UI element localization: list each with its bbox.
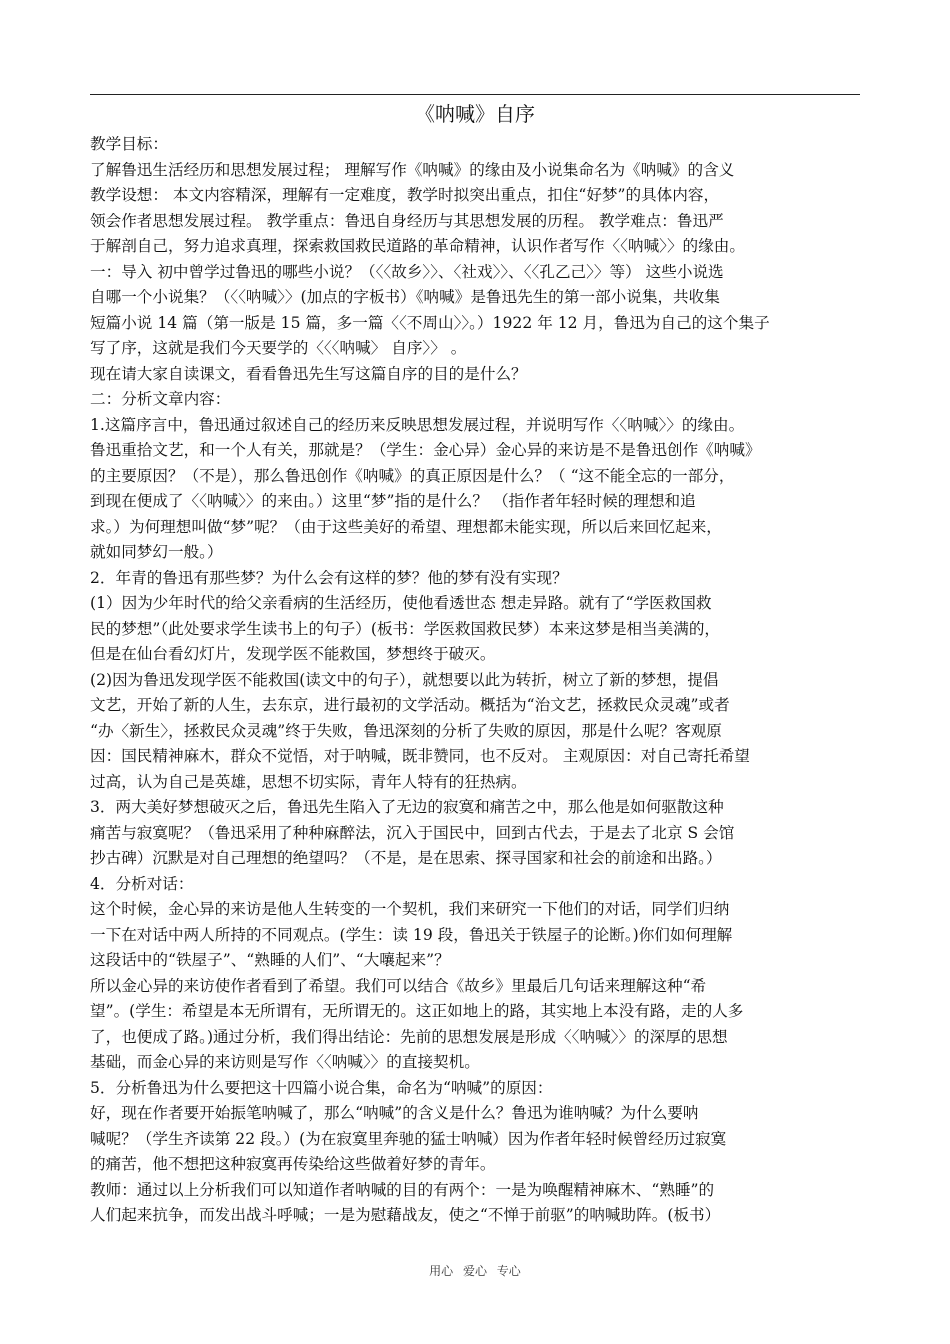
- text-line: 但是在仙台看幻灯片，发现学医不能救国，梦想终于破灭。: [90, 645, 496, 663]
- text-line: 过高，认为自己是英雄，思想不切实际，青年人特有的狂热病。: [90, 772, 527, 791]
- text-line: 鲁迅重拾文艺，和一个人有关，那就是？（学生：金心异）金心异的来访是不是鲁迅创作《呐喊》: [90, 441, 761, 459]
- text-line: 自哪一个小说集？（〈〈呐喊〉〉(加点的字板书）《呐喊》是鲁迅先生的第一部小说集，共收集: [90, 288, 720, 306]
- text-line: 于解剖自己，努力追求真理，探索救国救民道路的革命精神，认识作者写作〈〈呐喊〉〉的缘由。: [90, 237, 745, 255]
- text-line: 了解鲁迅生活经历和思想发展过程； 理解写作《呐喊》的缘由及小说集命名为《呐喊》的含义: [90, 160, 735, 179]
- text-line: 喊呢？（学生齐读第 22 段。）(为在寂寞里奔驰的猛士呐喊）因为作者年轻时候曾经历过寂寞: [90, 1129, 727, 1148]
- text-line: 求。）为何理想叫做“梦”呢？（由于这些美好的希望、理想都未能实现，所以后来回忆起来，: [90, 517, 722, 536]
- text-line: 这段话中的“铁屋子”、“熟睡的人们”、“大嚷起来”？: [90, 951, 450, 969]
- text-line: 2．年青的鲁迅有那些梦？为什么会有这样的梦？他的梦有没有实现？: [90, 568, 568, 587]
- text-line: 文艺，开始了新的人生，去东京，进行最初的文学活动。概括为“治文艺，拯救民众灵魂”或者: [90, 696, 730, 714]
- text-line: 到现在便成了〈〈呐喊〉〉的来由。）这里“梦”指的是什么？ （指作者年轻时候的理想和追: [90, 492, 696, 510]
- text-line: 3．两大美好梦想破灭之后，鲁迅先生陷入了无边的寂寞和痛苦之中，那么他是如何驱散这种: [90, 798, 724, 816]
- text-line: 所以金心异的来访使作者看到了希望。我们可以结合《故乡》里最后几句话来理解这种“希: [90, 976, 707, 995]
- text-line: 现在请大家自读课文，看看鲁迅先生写这篇自序的目的是什么？: [90, 364, 527, 383]
- text-line: 基础，而金心异的来访则是写作〈〈呐喊〉〉的直接契机。: [90, 1053, 480, 1071]
- text-line: 二：分析文章内容：: [90, 390, 231, 408]
- text-line: 痛苦与寂寞呢？（鲁迅采用了种种麻醉法，沉入于国民中，回到古代去，于是去了北京 S 会馆: [90, 823, 735, 842]
- text-line: (1）因为少年时代的给父亲看病的生活经历，使他看透世态 想走异路。就有了“学医救国救: [90, 594, 712, 612]
- page-footer: 用心 爱心 专心: [429, 1264, 521, 1278]
- text-line: 写了序，这就是我们今天要学的〈〈〈呐喊〉 自序〉〉 。: [90, 339, 467, 357]
- text-line: 这个时候，金心异的来访是他人生转变的一个契机，我们来研究一下他们的对话，同学们归纳: [90, 900, 730, 918]
- text-line: 领会作者思想发展过程。 教学重点：鲁迅自身经历与其思想发展的历程。 教学难点：鲁迅严: [90, 211, 724, 230]
- text-line: 抄古碑）沉默是对自己理想的绝望吗？（不是，是在思索、探寻国家和社会的前途和出路。）: [90, 849, 722, 867]
- text-line: 因：国民精神麻木，群众不觉悟，对于呐喊，既非赞同，也不反对。 主观原因：对自己寄托希望: [90, 747, 750, 765]
- text-line: 短篇小说 14 篇（第一版是 15 篇，多一篇〈〈不周山〉〉。）1922 年 12 月，鲁迅为自己的这个集子: [90, 313, 770, 332]
- text-line: (2)因为鲁迅发现学医不能救国(读文中的句子），就想要以此为转折，树立了新的梦想，提倡: [90, 670, 719, 689]
- text-line: 教师：通过以上分析我们可以知道作者呐喊的目的有两个：一是为唤醒精神麻木、“熟睡”的: [90, 1180, 715, 1199]
- text-line: 好，现在作者要开始振笔呐喊了，那么“呐喊”的含义是什么？鲁迅为谁呐喊？为什么要呐: [90, 1104, 699, 1122]
- text-line: 就如同梦幻一般。）: [90, 543, 223, 561]
- text-line: 的痛苦，他不想把这种寂寞再传染给这些做着好梦的青年。: [90, 1155, 496, 1173]
- document-title: 《呐喊》自序: [415, 102, 535, 126]
- text-line: 教学目标：: [90, 135, 168, 153]
- text-line: 一下在对话中两人所持的不同观点。(学生：读 19 段，鲁迅关于铁屋子的论断。)你们如何理解: [90, 925, 733, 944]
- text-line: “办〈新生〉，拯救民众灵魂”终于失败，鲁迅深刻的分析了失败的原因，那是什么呢？客观原: [90, 721, 722, 740]
- text-line: 4．分析对话：: [90, 874, 194, 893]
- text-line: 民的梦想”（此处要求学生读书上的句子）(板书：学医救国救民梦）本来这梦是相当美满的，: [90, 619, 721, 638]
- text-line: 一：导入 初中曾学过鲁迅的哪些小说？（〈〈故乡〉〉、〈社戏〉〉、〈〈孔乙己〉〉等） 这些小说选: [90, 262, 724, 281]
- text-line: 了，也便成了路。)通过分析，我们得出结论：先前的思想发展是形成〈〈呐喊〉〉的深厚的思想: [90, 1027, 728, 1046]
- header-rule: [90, 94, 860, 95]
- text-line: 5．分析鲁迅为什么要把这十四篇小说合集，命名为“呐喊”的原因：: [90, 1078, 553, 1097]
- text-line: 人们起来抗争，而发出战斗呼喊；一是为慰藉战友，使之“不惮于前驱”的呐喊助阵。(板书）: [90, 1206, 721, 1224]
- text-line: 的主要原因？（不是），那么鲁迅创作《呐喊》的真正原因是什么？（ “这不能全忘的一部分，: [90, 466, 735, 485]
- text-line: 1.这篇序言中，鲁迅通过叙述自己的经历来反映思想发展过程，并说明写作〈〈呐喊〉〉的缘由。: [90, 415, 745, 434]
- text-line: 望”。(学生：希望是本无所谓有，无所谓无的。这正如地上的路，其实地上本没有路，走的人多: [90, 1002, 744, 1020]
- text-line: 教学设想： 本文内容精深，理解有一定难度，教学时拟突出重点，扣住“好梦”的具体内容，: [90, 186, 720, 204]
- document-body: [90, 132, 862, 1229]
